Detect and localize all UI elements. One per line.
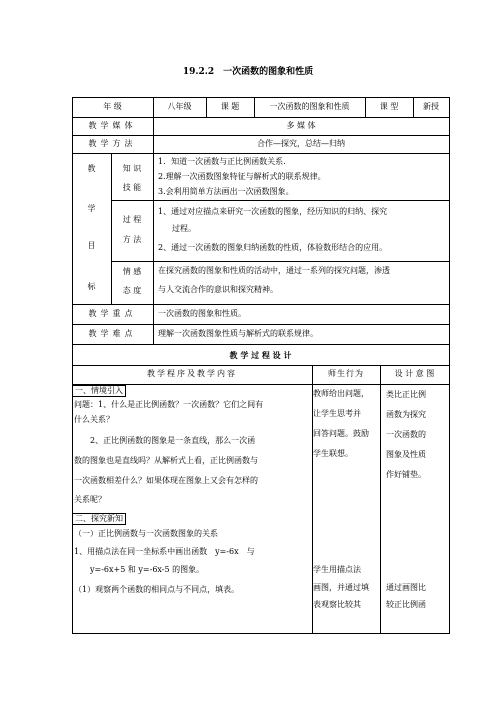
column-content: 教学程序及教学内容 xyxy=(147,369,237,378)
difficulty-label: 教学难点 xyxy=(88,329,137,338)
emotion-line: 在探究函数的图象和性质的活动中，通过一系列的探究问题，渗透 xyxy=(158,266,390,275)
grade-value: 八年级 xyxy=(167,102,192,111)
col-line xyxy=(449,97,450,633)
key-point-value: 一次函数的图象和性质。 xyxy=(158,309,246,318)
behavior-line: 教师给出问题， xyxy=(313,389,369,398)
process-label-1: 过 程 xyxy=(122,215,142,224)
objectives-label-2: 学 xyxy=(87,204,96,213)
row-line xyxy=(111,200,450,201)
type-value: 新授 xyxy=(423,102,439,111)
knowledge-label-2: 技 能 xyxy=(122,183,142,192)
key-point-label: 教学重点 xyxy=(88,309,137,318)
col-line xyxy=(380,365,381,633)
document-title: 19.2.2 一次函数的图象和性质 xyxy=(182,67,314,77)
emotion-line: 与人交流合作的意识和探究精神。 xyxy=(158,285,278,294)
content-line: （1）观察两个函数的相同点与不同点，填表。 xyxy=(74,585,240,594)
content-line: 数的图象也是直线吗？从解析式上看，正比例函数与 xyxy=(74,456,258,465)
column-behavior: 师生行为 xyxy=(328,369,364,378)
behavior-line: 回答问题。鼓励 xyxy=(313,429,369,438)
row-line xyxy=(111,261,450,262)
content-line: 问题：1、什么是正比例函数？一次函数？它们之间有 xyxy=(74,400,264,409)
col-line xyxy=(111,153,112,304)
content-line: 2、正比例函数的图象是一条直线，那么一次函 xyxy=(74,436,256,445)
process-label-2: 方 法 xyxy=(122,235,142,244)
intent-line: 函数为探究 xyxy=(386,410,426,419)
row-line xyxy=(72,344,450,345)
objectives-label-3: 目 xyxy=(87,241,96,250)
row-line xyxy=(72,97,450,98)
content-line: 关系呢？ xyxy=(74,495,106,504)
intent-line: 一次函数的 xyxy=(386,430,426,439)
intent-line: 图象及性质 xyxy=(386,450,426,459)
section-label: 一、情境引入 xyxy=(72,385,126,397)
process-line: 过程。 xyxy=(172,224,196,233)
intent-line: 作好铺垫。 xyxy=(386,470,426,479)
grade-label: 年 级 xyxy=(103,102,122,111)
intent-line: 较正比例函 xyxy=(386,600,426,609)
behavior-line: 表观察比较其 xyxy=(313,600,361,609)
media-label: 教学媒体 xyxy=(88,121,137,130)
row-line xyxy=(72,633,450,634)
row-line xyxy=(72,135,450,136)
col-line xyxy=(72,97,73,633)
row-line xyxy=(72,324,450,325)
section-label: 二、探究新知 xyxy=(72,513,126,525)
difficulty-value: 理解一次函数图象性质与解析式的联系规律。 xyxy=(158,329,318,338)
content-line: 1、用描点法在同一坐标系中画出函数 y=-6x 与 xyxy=(74,547,255,556)
content-line: 一次函数相差什么？如果体现在图象上又会有怎样的 xyxy=(74,476,258,485)
objectives-label-4: 标 xyxy=(87,282,96,291)
behavior-line: 学生联想。 xyxy=(313,449,353,458)
emotion-label-2: 态 度 xyxy=(122,286,142,295)
type-label: 课 型 xyxy=(379,102,399,111)
process-line: 1、通过对应描点来研究一次函数的图象，经历知识的归纳、探究 xyxy=(158,207,388,216)
col-line xyxy=(153,304,154,344)
col-line xyxy=(153,153,154,304)
column-intent: 设 计 意 图 xyxy=(394,369,435,378)
method-value: 合作—探究，总结—归纳 xyxy=(257,139,345,148)
media-value: 多 媒 体 xyxy=(286,121,316,130)
knowledge-line: 2.理解一次函数图象特征与解析式的联系规律。 xyxy=(158,172,326,181)
row-line xyxy=(72,365,450,366)
intent-line: 通过画图比 xyxy=(386,583,426,592)
row-line xyxy=(72,304,450,305)
content-line: y=-6x+5 和 y=-6x-5 的图象。 xyxy=(82,565,205,574)
behavior-line: 画图，并通过填 xyxy=(313,583,369,592)
process-title: 教 学 过 程 设 计 xyxy=(229,350,292,360)
row-line xyxy=(72,117,450,118)
knowledge-line: 1．知道一次函数与正比例函数关系. xyxy=(158,157,286,166)
topic-value: 一次函数的图象和性质 xyxy=(269,102,350,111)
process-line: 2、通过一次函数的图象归纳函数的性质，体验数形结合的应用。 xyxy=(158,243,388,252)
intent-line: 类比正比例 xyxy=(386,390,426,399)
row-line xyxy=(72,384,450,385)
knowledge-line: 3.会利用简单方法画出一次函数图象。 xyxy=(158,187,294,196)
content-line: （一）正比例函数与一次函数图象的关系 xyxy=(74,529,218,538)
behavior-line: 学生用描点法 xyxy=(313,565,361,574)
objectives-label-1: 教 xyxy=(87,164,96,173)
content-line: 什么关系？ xyxy=(74,415,114,424)
topic-label: 课 题 xyxy=(220,102,240,111)
knowledge-label-1: 知 识 xyxy=(122,164,142,173)
method-label: 教学方法 xyxy=(88,139,137,148)
row-line xyxy=(72,153,450,154)
behavior-line: 让学生思考并 xyxy=(313,409,361,418)
emotion-label-1: 情 感 xyxy=(122,267,142,276)
